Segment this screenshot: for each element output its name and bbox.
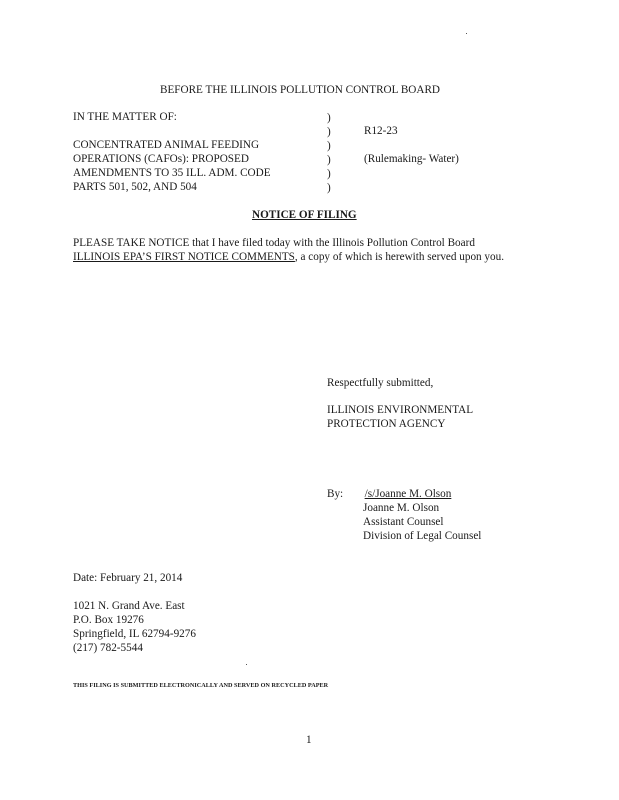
- caption-paren: ): [327, 112, 331, 124]
- signer-division: Division of Legal Counsel: [363, 530, 482, 542]
- scan-speck: [246, 664, 247, 665]
- docket-number: R12-23: [364, 125, 398, 137]
- notice-title: NOTICE OF FILING: [252, 209, 357, 221]
- comments-title: ILLINOIS EPA’S FIRST NOTICE COMMENTS: [73, 251, 295, 263]
- notice-body-line: [73, 251, 504, 264]
- case-line: OPERATIONS (CAFOs): PROPOSED: [73, 153, 249, 165]
- case-line: CONCENTRATED ANIMAL FEEDING: [73, 139, 260, 151]
- agency-name: PROTECTION AGENCY: [327, 418, 446, 430]
- address-line: (217) 782-5544: [73, 642, 143, 654]
- scan-speck: [466, 33, 467, 34]
- caption-paren: ): [327, 126, 331, 138]
- case-line: AMENDMENTS TO 35 ILL. ADM. CODE: [73, 167, 271, 179]
- notice-body-line: PLEASE TAKE NOTICE that I have filed today with the Illinois Pollution Control Board: [73, 237, 475, 249]
- address-line: 1021 N. Grand Ave. East: [73, 600, 185, 612]
- page-number: 1: [306, 734, 312, 746]
- address-line: P.O. Box 19276: [73, 614, 144, 626]
- case-line: PARTS 501, 502, AND 504: [73, 181, 197, 193]
- caption-paren: ): [327, 168, 331, 180]
- matter-label: IN THE MATTER OF:: [73, 111, 177, 123]
- by-label: By:: [327, 488, 344, 500]
- proceeding-type: (Rulemaking- Water): [364, 153, 459, 165]
- document-heading: BEFORE THE ILLINOIS POLLUTION CONTROL BOARD: [160, 84, 440, 96]
- recycled-paper-note: THIS FILING IS SUBMITTED ELECTRONICALLY AND SERVED ON RECYCLED PAPER: [73, 682, 329, 689]
- notice-body-rest: , a copy of which is herewith served upon you.: [294, 251, 505, 263]
- signer-title: Assistant Counsel: [363, 516, 444, 528]
- agency-name: ILLINOIS ENVIRONMENTAL: [327, 404, 474, 416]
- closing: Respectfully submitted,: [327, 377, 434, 389]
- filing-date: Date: February 21, 2014: [73, 572, 183, 584]
- caption-paren: ): [327, 154, 331, 166]
- caption-paren: ): [327, 182, 331, 194]
- signer-name: Joanne M. Olson: [363, 502, 440, 514]
- address-line: Springfield, IL 62794-9276: [73, 628, 196, 640]
- caption-paren: ): [327, 140, 331, 152]
- electronic-signature: /s/Joanne M. Olson: [364, 488, 452, 500]
